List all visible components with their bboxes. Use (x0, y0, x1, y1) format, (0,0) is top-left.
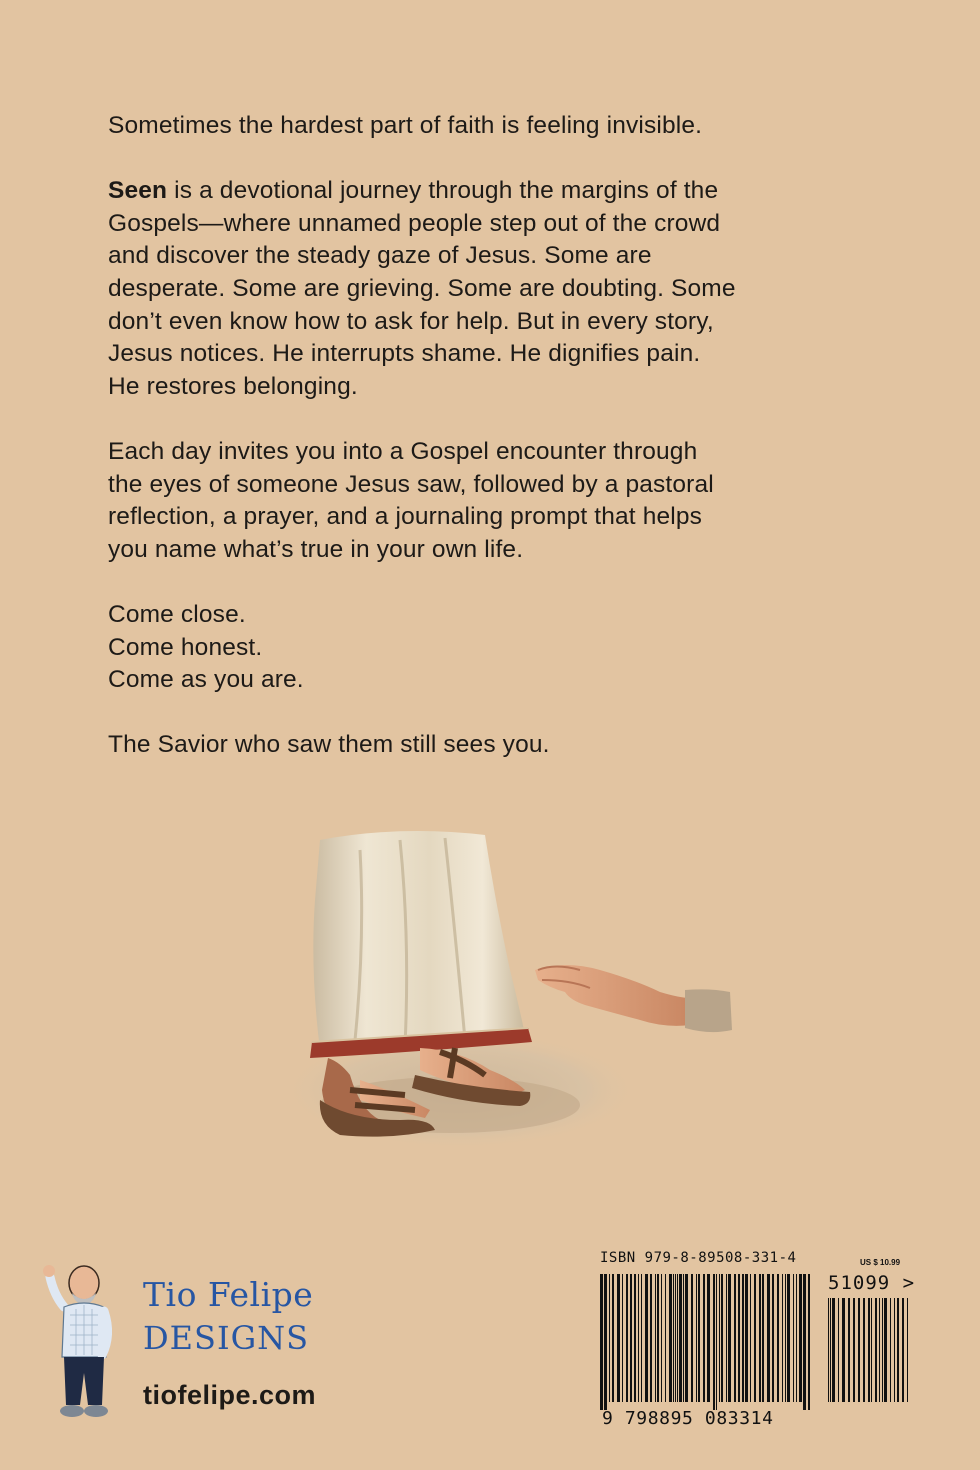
book-title-seen: Seen (108, 177, 168, 205)
blurb-opening: Sometimes the hardest part of faith is feeling invisible. (108, 112, 703, 139)
barcode-bar (842, 1298, 845, 1402)
barcode-bar (882, 1298, 883, 1402)
invitation-line: Come close. (108, 600, 246, 628)
barcode-bar (677, 1274, 678, 1402)
barcode-bar (726, 1274, 727, 1402)
invitation-line: Come as you are. (108, 666, 304, 694)
barcode-bar (785, 1274, 786, 1402)
barcode-bar (787, 1274, 790, 1402)
barcode-bar (675, 1274, 676, 1402)
isbn-label: ISBN 979-8-89508-331-4 (600, 1250, 797, 1266)
barcode-bar (679, 1274, 682, 1402)
barcode-bar (767, 1274, 770, 1402)
barcode-bar (612, 1274, 614, 1402)
barcode-bar (799, 1274, 802, 1402)
barcode-bar (617, 1274, 620, 1402)
barcode-bar (650, 1274, 652, 1402)
barcode-bar (762, 1274, 764, 1402)
publisher-website: tiofelipe.com (143, 1380, 317, 1410)
white-robe (313, 831, 525, 1050)
barcode-bar (728, 1274, 731, 1402)
barcode-bar (673, 1274, 674, 1402)
barcode-bar (772, 1274, 774, 1402)
barcode-bar (600, 1274, 603, 1410)
barcode-bar (638, 1274, 639, 1402)
barcode-bar (742, 1274, 744, 1402)
barcode-bar (719, 1274, 720, 1402)
barcode-bar (858, 1298, 860, 1402)
barcode-bar (759, 1274, 761, 1402)
barcode-bar (626, 1274, 628, 1402)
barcode-bar (630, 1274, 632, 1402)
ean-digits: 9 798895 083314 (602, 1408, 774, 1429)
barcode-bar (793, 1274, 794, 1402)
reaching-hand (535, 965, 690, 1026)
blurb-description: Seen is a devotional journey through the margins of the Gospels—where unnamed people step out of the crowd and discover the steady gaze of Jesus. Some are desperate. Some are grieving. Some are doubting. Some don’t even know how to ask for help. But in every story, Jesus notices. He interrupts shame. He dignifies pain. He restores belonging. (108, 177, 736, 400)
barcode-bar (604, 1274, 607, 1410)
barcode-bar (609, 1274, 610, 1402)
barcode-bar (721, 1274, 723, 1402)
publisher-logo (36, 1255, 356, 1435)
barcode-bar (669, 1274, 672, 1402)
barcode-bar (641, 1274, 642, 1402)
barcode-bar (657, 1274, 659, 1402)
addon-code: 51099 > (828, 1272, 916, 1294)
barcode-bar (634, 1274, 636, 1402)
barcode-bar (884, 1298, 887, 1402)
barcode-bar (691, 1274, 693, 1402)
barcode-bar (745, 1274, 748, 1402)
price-label: US $ 10.99 (860, 1258, 901, 1267)
barcode-bar (879, 1298, 880, 1402)
barcode-bar (698, 1274, 700, 1402)
barcode-bar (782, 1274, 783, 1402)
blurb-daily-format: Each day invites you into a Gospel encounter through the eyes of someone Jesus saw, followed by a pastoral reflection, a prayer, and a journaling prompt that helps you name what’s true in your own life. (108, 437, 714, 563)
barcode-bar (853, 1298, 855, 1402)
publisher-name-designs: DESIGNS (143, 1319, 310, 1357)
barcode-bar (750, 1274, 751, 1402)
addon-barcode-bars (828, 1298, 910, 1410)
barcode-bar (902, 1298, 904, 1402)
barcode-bar (875, 1298, 877, 1402)
barcode-bar (622, 1274, 623, 1402)
barcode-bar (863, 1298, 865, 1402)
tio-felipe-mascot-illustration (36, 1255, 132, 1425)
barcode-bar (661, 1274, 662, 1402)
barcode-bar (848, 1298, 850, 1402)
barcode-bar (716, 1274, 717, 1410)
back-cover-blurb (108, 110, 868, 794)
barcode-bar (828, 1298, 829, 1402)
invitation-line: Come honest. (108, 633, 263, 661)
barcode-bar (808, 1274, 810, 1410)
barcode-bar (645, 1274, 648, 1402)
barcode-bar (838, 1298, 839, 1402)
publisher-name: Tio Felipe (143, 1275, 314, 1314)
barcode-bar (655, 1274, 656, 1402)
barcode-bar (868, 1298, 870, 1402)
barcode-bar (897, 1298, 899, 1402)
barcode-bar (683, 1274, 684, 1402)
barcode-bar (696, 1274, 697, 1402)
barcode-bar (665, 1274, 666, 1402)
barcode-bar (713, 1274, 715, 1410)
barcode-bar (890, 1298, 891, 1402)
robe-and-reaching-hand-illustration (280, 820, 750, 1160)
sleeve (685, 989, 732, 1032)
barcode-bar (803, 1274, 806, 1410)
barcode-bar (907, 1298, 908, 1402)
barcode-bar (894, 1298, 895, 1402)
barcode-bar (703, 1274, 705, 1402)
barcode-bar (832, 1298, 835, 1402)
isbn-barcode (590, 1250, 940, 1440)
barcode-bar (685, 1274, 688, 1402)
barcode-bar (871, 1298, 872, 1402)
barcode-bar (796, 1274, 797, 1402)
barcode-bar (707, 1274, 710, 1402)
barcode-bar (777, 1274, 779, 1402)
barcode-bar (830, 1298, 831, 1402)
ean-barcode-bars (600, 1274, 810, 1410)
barcode-bar (738, 1274, 740, 1402)
blurb-closing: The Savior who saw them still sees you. (108, 731, 550, 759)
barcode-bar (754, 1274, 756, 1402)
barcode-bar (734, 1274, 736, 1402)
